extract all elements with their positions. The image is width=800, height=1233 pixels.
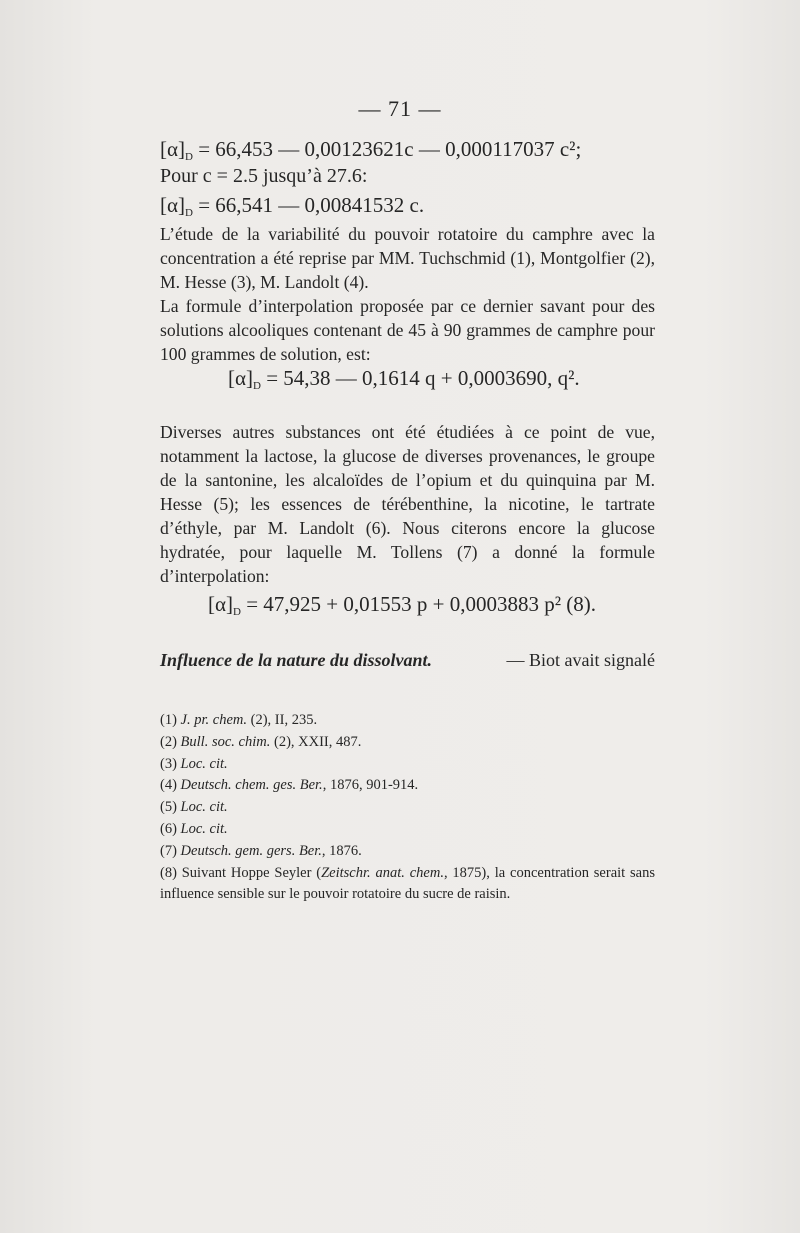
formula-rhs: = 66,541 — 0,00841532 c. [198, 193, 425, 217]
formula-lhs: [α] [208, 592, 233, 616]
formula-sub: D [253, 380, 261, 392]
formula-sub: D [233, 606, 241, 618]
formula-rhs: = 66,453 — 0,00123621c — 0,000117037 c²; [198, 137, 582, 161]
footnote-8 [160, 863, 655, 907]
footnote-reference: J. pr. chem. [180, 712, 247, 728]
footnote [160, 775, 655, 797]
footnotes [160, 710, 655, 906]
footnote [160, 797, 655, 819]
paragraph-2-block [160, 294, 655, 366]
formula-sub: D [185, 151, 193, 163]
paragraph-1-block [160, 222, 655, 294]
formula-rotation-3 [228, 366, 580, 392]
pour-line: Pour c = 2.5 jusqu’à 27.6: [160, 165, 368, 187]
footnote-8-reference: Zeitschr. anat. chem. [321, 864, 444, 881]
paragraph-3-block [160, 420, 655, 588]
formula-rotation-2 [160, 193, 424, 219]
formula-lhs: [α] [228, 366, 253, 390]
footnote-reference: Loc. cit. [180, 820, 228, 837]
footnote [160, 841, 655, 863]
footnote-number: (5) [160, 799, 177, 816]
footnote-reference: Loc. cit. [180, 755, 228, 772]
footnote-number: (6) [160, 820, 177, 837]
formula-rotation-1 [160, 137, 581, 163]
footnote-detail: (2), XXII, 487. [273, 733, 362, 750]
formula-rotation-4 [208, 592, 596, 618]
footnote-number: (3) [160, 755, 177, 772]
formula-sub: D [185, 207, 193, 219]
footnote-detail: (2), II, 235. [250, 712, 318, 728]
footnote-reference: Deutsch. gem. gers. Ber. [180, 842, 322, 859]
footnote-reference: Deutsch. chem. ges. Ber. [180, 777, 323, 794]
footnote-number: (4) [160, 777, 177, 794]
footnote-8-pre: (8) Suivant Hoppe Seyler ( [160, 864, 322, 881]
formula-lhs: [α] [160, 137, 185, 161]
section-heading-italic: Influence de la nature du dissolvant. [160, 650, 433, 670]
page-number: — 71 — [358, 96, 442, 121]
footnote [160, 732, 655, 754]
footnote-detail: , 1876. [321, 842, 362, 859]
footnote-reference: Bull. soc. chim. [180, 733, 271, 750]
section-heading-rest: — Biot avait signalé [506, 650, 655, 670]
footnote-8-post: , 1875), la concentration serait sans influence sensible sur le pouvoir rotatoire du sucre de raisin. [160, 864, 655, 903]
footnote [160, 819, 655, 841]
footnote-reference: Loc. cit. [180, 799, 228, 816]
footnote-number: (2) [160, 733, 177, 750]
section-heading [160, 650, 655, 671]
formula-rhs: = 54,38 — 0,1614 q + 0,0003690, q². [266, 366, 580, 390]
paragraph-2: La formule d’interpolation proposée par ce dernier savant pour des solutions alcooliques contenant de 45 à 90 grammes de camphre pour 100 grammes de solution, est: [160, 296, 655, 364]
footnote [160, 754, 655, 776]
footnote-number: (1) [160, 712, 177, 728]
formula-rhs: = 47,925 + 0,01553 p + 0,0003883 p² (8). [246, 592, 597, 616]
formula-lhs: [α] [160, 193, 185, 217]
footnote-number: (7) [160, 842, 177, 859]
paragraph-3: Diverses autres substances ont été étudiées à ce point de vue, notamment la lactose, la glucose de diverses provenances, le groupe de la santonine, les alcaloïdes de l’opium et du quinquina par M. Hesse (5); les essences de térébenthine, la nicotine, le tartrate d’éthyle, par M. Landolt (6). Nous citerons encore la glucose hydratée, pour laquelle M. Tollens (7) a donné la formule d’interpolation: [160, 422, 655, 586]
paragraph-1: L’étude de la variabilité du pouvoir rotatoire du camphre avec la concentration a été reprise par MM. Tuchschmid (1), Montgolfier (2), M. Hesse (3), M. Landolt (4). [160, 224, 655, 292]
footnote [160, 710, 655, 732]
footnote-detail: , 1876, 901-914. [322, 777, 419, 794]
